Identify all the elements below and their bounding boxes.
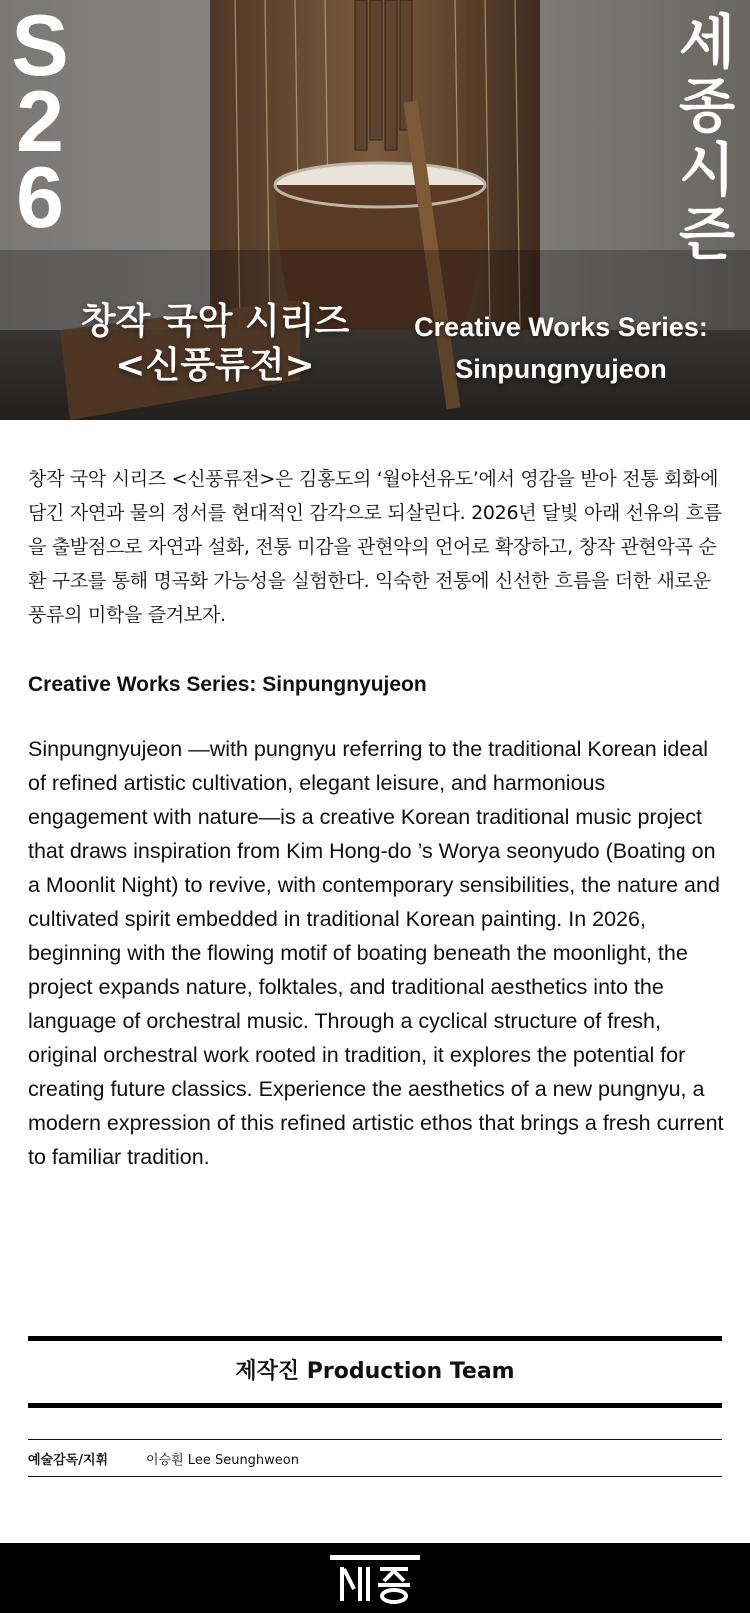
team-member-name: 이승훤 Lee Seunghweon [146,1452,299,1468]
production-team-title: 제작진 Production Team [235,1359,515,1384]
sejong-logo-icon [330,1555,420,1607]
season-code-vertical [10,0,70,246]
sejong-season-vertical [672,10,742,266]
hero-banner [0,0,750,420]
season-code-char: 2 [16,74,64,170]
description-section [28,462,728,1174]
season-code-char: S [11,0,69,94]
hero-title-ko-line1: 창작 국악 시리즈 [80,301,350,342]
hero-title-korean [60,300,370,388]
team-top-divider [28,1336,722,1341]
footer-bar [0,1543,750,1613]
sejong-season-char: 세 [678,8,736,76]
intro-korean-paragraph: 창작 국악 시리즈 <신풍류전>은 김홍도의 ‘월야선유도’에서 영감을 받아 전통 회화에 담긴 자연과 물의 정서를 현대적인 감각으로 되살린다. 2026년 달빛 아래 선유의 흐름을 출발점으로 자연과 설화, 전통 미감을 관현악의 언어로 확장하고, 창작 관현악곡 순환 구조를 통해 명곡화 가능성을 실험한다. 익숙한 전통에 신선한 흐름을 더한 새로운 풍류의 미학을 즐겨보자. [28,468,722,626]
sejong-season-char: 시 [678,136,736,204]
team-bottom-divider [28,1403,722,1408]
english-heading: Creative Works Series: Sinpungnyujeon [28,673,427,696]
hero-title-english [380,306,742,390]
season-code-char: 6 [16,150,64,246]
hero-title-ko-line2: <신풍류전> [115,345,315,386]
team-member-role: 예술감독/지휘 [28,1452,109,1468]
sejong-season-char: 종 [678,72,736,140]
hero-title-en-line1: Creative Works Series: [414,312,708,342]
hero-title-en-line2: Sinpungnyujeon [455,354,667,384]
team-member-row [28,1439,722,1477]
sejong-season-char: 즌 [678,200,736,268]
english-description-paragraph: Sinpungnyujeon —with pungnyu referring to the traditional Korean ideal of refined artistic cultivation, elegant leisure, and harmonious engagement with nature—is a creative Korean traditional music project that draws inspiration from Kim Hong-do ’s Worya seonyudo (Boating on a Moonlit Night) to revive, with contemporary sensibilities, the nature and cultivated spirit embedded in traditional Korean painting. In 2026, beginning with the flowing motif of boating beneath the moonlight, the project expands nature, folktales, and traditional aesthetics into the language of orchestral music. Through a cyclical structure of fresh, original orchestral work rooted in tradition, it explores the potential for creating future classics. Experience the aesthetics of a new pungnyu, a modern expression of this refined artistic ethos that brings a fresh current to familiar tradition. [28,737,724,1169]
